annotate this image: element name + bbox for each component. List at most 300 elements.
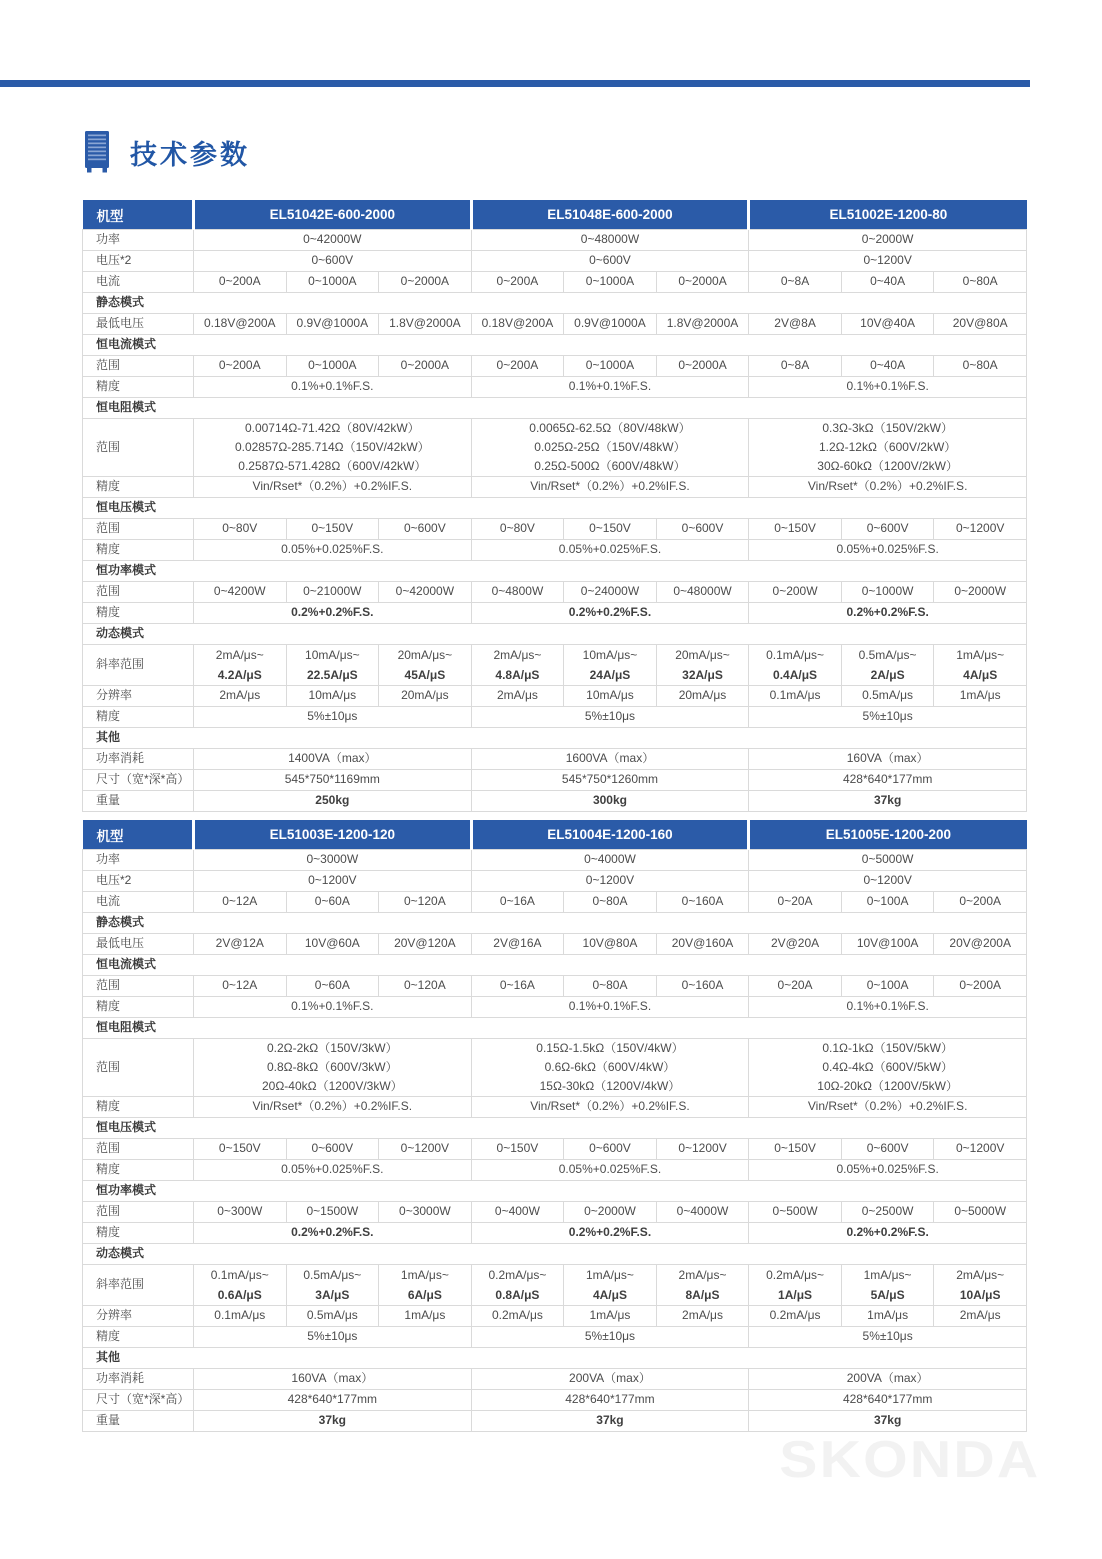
spec-value: 0.2%+0.2%F.S. — [749, 1223, 1027, 1244]
spec-value: 0~2000W — [749, 230, 1027, 251]
spec-value: 1mA/μs — [841, 1306, 934, 1327]
spec-value: 0.18V@200A — [194, 314, 287, 335]
spec-value: 0~60A — [286, 892, 379, 913]
spec-value: 0.1%+0.1%F.S. — [194, 997, 472, 1018]
section-row-label: 恒电流模式 — [83, 955, 1027, 976]
model-header-label: 机型 — [83, 820, 194, 850]
spec-value: 10V@40A — [841, 314, 934, 335]
slew-rate-min: 10mA/μs~ — [582, 648, 638, 662]
spec-value: 0~3000W — [194, 850, 472, 871]
top-divider-bar — [0, 80, 1030, 87]
spec-value: 0~80V — [194, 519, 287, 540]
spec-value: 0.2mA/μs — [749, 1306, 842, 1327]
slew-rate-value — [194, 1265, 287, 1306]
spec-value: 0~5000W — [934, 1202, 1027, 1223]
row-label: 范围 — [83, 976, 194, 997]
row-label: 功率消耗 — [83, 1369, 194, 1390]
slew-rate-min: 2mA/μs~ — [678, 1268, 727, 1282]
slew-rate-min: 2mA/μs~ — [956, 1268, 1005, 1282]
spec-value: 0.1%+0.1%F.S. — [471, 377, 749, 398]
spec-value: 10mA/μs — [564, 686, 657, 707]
section-row-label: 动态模式 — [83, 624, 1027, 645]
spec-value: 0.5mA/μs — [286, 1306, 379, 1327]
spec-value: 0~1200V — [934, 519, 1027, 540]
slew-rate-min: 0.1mA/μs~ — [766, 648, 825, 662]
spec-value: 545*750*1260mm — [471, 770, 749, 791]
spec-value-line: 0.1Ω-1kΩ（150V/5kW） — [822, 1041, 953, 1055]
row-label: 范围 — [83, 519, 194, 540]
brand-watermark: SKONDA — [778, 1431, 1040, 1489]
spec-value: 0~4800W — [471, 582, 564, 603]
row-label: 电压*2 — [83, 251, 194, 272]
slew-rate-min: 0.1mA/μs~ — [210, 1268, 269, 1282]
row-label: 范围 — [83, 356, 194, 377]
row-label: 斜率范围 — [83, 1265, 194, 1306]
spec-value: 0~150V — [471, 1139, 564, 1160]
slew-rate-max: 0.6A/μS — [217, 1288, 262, 1302]
spec-value: 0~16A — [471, 892, 564, 913]
spec-value: 0.5mA/μs — [841, 686, 934, 707]
section-row-label: 其他 — [83, 1348, 1027, 1369]
spec-value: 0.05%+0.025%F.S. — [471, 540, 749, 561]
spec-value: 0~600V — [656, 519, 749, 540]
spec-value: 37kg — [749, 791, 1027, 812]
spec-value: 0~1000W — [841, 582, 934, 603]
spec-value-line: 0.0065Ω-62.5Ω（80V/48kW） — [529, 421, 691, 435]
spec-value: 0.2%+0.2%F.S. — [194, 603, 472, 624]
spec-value-line: 15Ω-30kΩ（1200V/4kW） — [539, 1079, 681, 1093]
section-row-label: 恒功率模式 — [83, 1181, 1027, 1202]
spec-value: 2mA/μs — [656, 1306, 749, 1327]
row-label: 精度 — [83, 997, 194, 1018]
slew-rate-min: 0.5mA/μs~ — [303, 1268, 362, 1282]
spec-value-multiline — [749, 419, 1027, 477]
spec-value: 0.1%+0.1%F.S. — [471, 997, 749, 1018]
slew-rate-min: 0.2mA/μs~ — [488, 1268, 547, 1282]
spec-value: 0~20A — [749, 976, 842, 997]
spec-value: 1mA/μs — [379, 1306, 472, 1327]
spec-value: 428*640*177mm — [749, 770, 1027, 791]
spec-value: 0~2000W — [564, 1202, 657, 1223]
spec-value: 0~80A — [934, 356, 1027, 377]
spec-value: 0~600V — [564, 1139, 657, 1160]
slew-rate-max: 24A/μS — [589, 668, 631, 682]
spec-value: 1mA/μs — [934, 686, 1027, 707]
slew-rate-max: 4.2A/μS — [217, 668, 262, 682]
spec-value: 0~100A — [841, 976, 934, 997]
section-row-label: 恒电压模式 — [83, 498, 1027, 519]
row-label: 精度 — [83, 1160, 194, 1181]
section-row-label: 静态模式 — [83, 293, 1027, 314]
page-title: 技术参数 — [130, 139, 250, 170]
section-row-label: 恒电流模式 — [83, 335, 1027, 356]
slew-rate-max: 32A/μS — [682, 668, 723, 682]
spec-value-multiline — [749, 1039, 1027, 1097]
slew-rate-max: 4A/μS — [963, 668, 998, 682]
slew-rate-max: 0.8A/μS — [495, 1288, 540, 1302]
slew-rate-value — [749, 1265, 842, 1306]
slew-rate-min: 20mA/μs~ — [397, 648, 453, 662]
spec-value: Vin/Rset*（0.2%）+0.2%IF.S. — [471, 477, 749, 498]
spec-value: 0~2500W — [841, 1202, 934, 1223]
spec-value: 200VA（max） — [749, 1369, 1027, 1390]
spec-value: 1.8V@2000A — [656, 314, 749, 335]
slew-rate-min: 2mA/μs~ — [215, 648, 264, 662]
spec-value-line: 0.025Ω-25Ω（150V/48kW） — [534, 440, 686, 454]
spec-value: 37kg — [471, 1411, 749, 1432]
row-label: 精度 — [83, 477, 194, 498]
spec-value: 0~600V — [841, 1139, 934, 1160]
slew-rate-value — [286, 645, 379, 686]
spec-value: 0~200A — [471, 356, 564, 377]
spec-value: Vin/Rset*（0.2%）+0.2%IF.S. — [471, 1097, 749, 1118]
slew-rate-min: 1mA/μs~ — [585, 1268, 634, 1282]
spec-value: 0~21000W — [286, 582, 379, 603]
spec-value: 0~20A — [749, 892, 842, 913]
spec-value-multiline — [471, 419, 749, 477]
row-label: 尺寸（宽*深*高） — [83, 1390, 194, 1411]
spec-value: 0~16A — [471, 976, 564, 997]
spec-value-line: 0.6Ω-6kΩ（600V/4kW） — [544, 1060, 676, 1074]
spec-value: 0~600V — [194, 251, 472, 272]
row-label: 范围 — [83, 1202, 194, 1223]
spec-value-line: 0.3Ω-3kΩ（150V/2kW） — [822, 421, 953, 435]
spec-value: 0~12A — [194, 976, 287, 997]
slew-rate-value — [564, 645, 657, 686]
slew-rate-max: 8A/μS — [685, 1288, 720, 1302]
row-label: 最低电压 — [83, 314, 194, 335]
row-label: 功率 — [83, 230, 194, 251]
spec-value: 0~4000W — [656, 1202, 749, 1223]
slew-rate-max: 1A/μS — [778, 1288, 813, 1302]
spec-value-line: 0.2587Ω-571.428Ω（600V/42kW） — [238, 459, 427, 473]
spec-value: 20V@80A — [934, 314, 1027, 335]
spec-value-line: 1.2Ω-12kΩ（600V/2kW） — [818, 440, 957, 454]
spec-value: 2mA/μs — [934, 1306, 1027, 1327]
spec-value: 0~100A — [841, 892, 934, 913]
slew-rate-value — [934, 645, 1027, 686]
spec-value: 200VA（max） — [471, 1369, 749, 1390]
model-column-header: EL51048E-600-2000 — [471, 200, 749, 230]
spec-value: 0.18V@200A — [471, 314, 564, 335]
spec-value: 0~600V — [286, 1139, 379, 1160]
section-row-label: 恒电阻模式 — [83, 398, 1027, 419]
spec-value: 0~400W — [471, 1202, 564, 1223]
spec-table — [82, 200, 1027, 812]
spec-value-line: 0.15Ω-1.5kΩ（150V/4kW） — [536, 1041, 684, 1055]
spec-value: 0~120A — [379, 976, 472, 997]
model-column-header: EL51002E-1200-80 — [749, 200, 1027, 230]
spec-value: 37kg — [194, 1411, 472, 1432]
model-column-header: EL51005E-1200-200 — [749, 820, 1027, 850]
spec-value: 0~80A — [564, 976, 657, 997]
spec-value: 0~1200V — [749, 251, 1027, 272]
row-label: 精度 — [83, 1327, 194, 1348]
slew-rate-value — [749, 645, 842, 686]
row-label: 范围 — [83, 1039, 194, 1097]
slew-rate-value — [471, 1265, 564, 1306]
spec-value: 300kg — [471, 791, 749, 812]
spec-value: 0.05%+0.025%F.S. — [471, 1160, 749, 1181]
section-row-label: 恒功率模式 — [83, 561, 1027, 582]
row-label: 精度 — [83, 540, 194, 561]
spec-value: 0~5000W — [749, 850, 1027, 871]
spec-value: 0.1mA/μs — [194, 1306, 287, 1327]
slew-rate-value — [841, 645, 934, 686]
spec-value: 0~150V — [194, 1139, 287, 1160]
spec-value: 10mA/μs — [286, 686, 379, 707]
spec-value: 0~600V — [379, 519, 472, 540]
row-label: 精度 — [83, 377, 194, 398]
slew-rate-value — [194, 645, 287, 686]
spec-value: 10V@60A — [286, 934, 379, 955]
spec-value: 0~42000W — [379, 582, 472, 603]
spec-value: 0~120A — [379, 892, 472, 913]
row-label: 功率 — [83, 850, 194, 871]
spec-value: 1.8V@2000A — [379, 314, 472, 335]
spec-value-line: 30Ω-60kΩ（1200V/2kW） — [817, 459, 958, 473]
spec-value-line: 10Ω-20kΩ（1200V/5kW） — [817, 1079, 958, 1093]
row-label: 尺寸（宽*深*高） — [83, 770, 194, 791]
spec-value: 0~80V — [471, 519, 564, 540]
spec-value: 5%±10μs — [194, 707, 472, 728]
slew-rate-value — [564, 1265, 657, 1306]
spec-value: 0~60A — [286, 976, 379, 997]
spec-value: 2V@16A — [471, 934, 564, 955]
spec-value: 0~80A — [564, 892, 657, 913]
spec-value: 20mA/μs — [379, 686, 472, 707]
slew-rate-min: 10mA/μs~ — [305, 648, 360, 662]
spec-value: 0.05%+0.025%F.S. — [194, 1160, 472, 1181]
spec-value: 0~48000W — [471, 230, 749, 251]
section-row-label: 恒电阻模式 — [83, 1018, 1027, 1039]
spec-value: 2mA/μs — [471, 686, 564, 707]
spec-value: 0.9V@1000A — [564, 314, 657, 335]
spec-value: 0~500W — [749, 1202, 842, 1223]
spec-value: 0~1000A — [286, 356, 379, 377]
slew-rate-max: 4A/μS — [592, 1288, 627, 1302]
spec-value: 0~160A — [656, 976, 749, 997]
spec-value: 2V@8A — [749, 314, 842, 335]
row-label: 重量 — [83, 1411, 194, 1432]
row-label: 分辨率 — [83, 686, 194, 707]
slew-rate-min: 1mA/μs~ — [400, 1268, 449, 1282]
slew-rate-value — [934, 1265, 1027, 1306]
slew-rate-min: 2mA/μs~ — [493, 648, 542, 662]
spec-value: 545*750*1169mm — [194, 770, 472, 791]
spec-value: 1400VA（max） — [194, 749, 472, 770]
spec-value: 0~8A — [749, 356, 842, 377]
slew-rate-max: 2A/μS — [870, 668, 905, 682]
spec-value: 0.2%+0.2%F.S. — [471, 603, 749, 624]
spec-value: 0~1200V — [194, 871, 472, 892]
slew-rate-max: 3A/μS — [315, 1288, 350, 1302]
spec-value-multiline — [194, 1039, 472, 1097]
slew-rate-value — [379, 1265, 472, 1306]
row-label: 精度 — [83, 1223, 194, 1244]
spec-value: 0.2%+0.2%F.S. — [194, 1223, 472, 1244]
slew-rate-min: 0.2mA/μs~ — [766, 1268, 825, 1282]
spec-value: 0~1000A — [286, 272, 379, 293]
spec-value-multiline — [194, 419, 472, 477]
section-row-label: 恒电压模式 — [83, 1118, 1027, 1139]
row-label: 精度 — [83, 707, 194, 728]
slew-rate-max: 6A/μS — [407, 1288, 442, 1302]
spec-value: 0.1%+0.1%F.S. — [749, 377, 1027, 398]
row-label: 精度 — [83, 603, 194, 624]
instrument-cabinet-icon — [84, 131, 110, 173]
spec-value: 0~1200V — [934, 1139, 1027, 1160]
spec-value: Vin/Rset*（0.2%）+0.2%IF.S. — [194, 477, 472, 498]
spec-value: 428*640*177mm — [749, 1390, 1027, 1411]
spec-value: 5%±10μs — [471, 1327, 749, 1348]
spec-value: 0.05%+0.025%F.S. — [194, 540, 472, 561]
spec-value: 20V@120A — [379, 934, 472, 955]
row-label: 功率消耗 — [83, 749, 194, 770]
spec-value: 20V@160A — [656, 934, 749, 955]
model-column-header: EL51042E-600-2000 — [194, 200, 472, 230]
spec-value: 0.2%+0.2%F.S. — [471, 1223, 749, 1244]
spec-value: 0~150V — [749, 519, 842, 540]
spec-value: 2V@20A — [749, 934, 842, 955]
spec-value: 2V@12A — [194, 934, 287, 955]
spec-value: 1mA/μs — [564, 1306, 657, 1327]
spec-value: 0~24000W — [564, 582, 657, 603]
section-row-label: 其他 — [83, 728, 1027, 749]
row-label: 最低电压 — [83, 934, 194, 955]
spec-value: 0~200A — [194, 272, 287, 293]
row-label: 分辨率 — [83, 1306, 194, 1327]
spec-value: Vin/Rset*（0.2%）+0.2%IF.S. — [749, 1097, 1027, 1118]
spec-value: 0~200A — [471, 272, 564, 293]
spec-value-line: 0.8Ω-8kΩ（600V/3kW） — [266, 1060, 398, 1074]
spec-value-line: 0.4Ω-4kΩ（600V/5kW） — [822, 1060, 953, 1074]
model-column-header: EL51003E-1200-120 — [194, 820, 472, 850]
spec-value-multiline — [471, 1039, 749, 1097]
spec-value: 0.2mA/μs — [471, 1306, 564, 1327]
spec-value: 0~40A — [841, 356, 934, 377]
spec-table-2 — [82, 820, 1027, 1432]
spec-value: 0~2000A — [379, 356, 472, 377]
slew-rate-max: 22.5A/μS — [306, 668, 358, 682]
slew-rate-value — [656, 645, 749, 686]
spec-value: 428*640*177mm — [194, 1390, 472, 1411]
spec-table — [82, 820, 1027, 1432]
slew-rate-max: 10A/μS — [959, 1288, 1001, 1302]
spec-value: 250kg — [194, 791, 472, 812]
spec-value: 10V@80A — [564, 934, 657, 955]
spec-value: 0.05%+0.025%F.S. — [749, 540, 1027, 561]
row-label: 电压*2 — [83, 871, 194, 892]
spec-value: 0.9V@1000A — [286, 314, 379, 335]
spec-value-line: 0.25Ω-500Ω（600V/48kW） — [534, 459, 686, 473]
spec-value: 0.1%+0.1%F.S. — [194, 377, 472, 398]
spec-value: 0~40A — [841, 272, 934, 293]
section-row-label: 静态模式 — [83, 913, 1027, 934]
row-label: 电流 — [83, 892, 194, 913]
spec-value: 0~150V — [286, 519, 379, 540]
spec-value: 0~80A — [934, 272, 1027, 293]
spec-value: 428*640*177mm — [471, 1390, 749, 1411]
spec-value: 0~1500W — [286, 1202, 379, 1223]
section-row-label: 动态模式 — [83, 1244, 1027, 1265]
spec-value: 20mA/μs — [656, 686, 749, 707]
spec-value: 0~1200V — [379, 1139, 472, 1160]
spec-value: 0~160A — [656, 892, 749, 913]
spec-value: 0~3000W — [379, 1202, 472, 1223]
spec-value: 20V@200A — [934, 934, 1027, 955]
slew-rate-value — [286, 1265, 379, 1306]
slew-rate-min: 1mA/μs~ — [956, 648, 1005, 662]
spec-value: 37kg — [749, 1411, 1027, 1432]
spec-value: 0~300W — [194, 1202, 287, 1223]
spec-value: 0~1000A — [564, 272, 657, 293]
row-label: 范围 — [83, 419, 194, 477]
spec-value: 0~12A — [194, 892, 287, 913]
slew-rate-max: 5A/μS — [870, 1288, 905, 1302]
spec-value: 0.05%+0.025%F.S. — [749, 1160, 1027, 1181]
slew-rate-value — [471, 645, 564, 686]
slew-rate-value — [841, 1265, 934, 1306]
spec-value: 5%±10μs — [749, 707, 1027, 728]
spec-value: 0~1200V — [749, 871, 1027, 892]
spec-value: 0.1%+0.1%F.S. — [749, 997, 1027, 1018]
spec-value: 0~200A — [934, 892, 1027, 913]
slew-rate-min: 0.5mA/μs~ — [858, 648, 917, 662]
spec-value-line: 20Ω-40kΩ（1200V/3kW） — [261, 1079, 403, 1093]
row-label: 斜率范围 — [83, 645, 194, 686]
slew-rate-min: 1mA/μs~ — [863, 1268, 912, 1282]
spec-value: 0~200A — [194, 356, 287, 377]
spec-value: 0.2%+0.2%F.S. — [749, 603, 1027, 624]
spec-value: 160VA（max） — [194, 1369, 472, 1390]
spec-value: Vin/Rset*（0.2%）+0.2%IF.S. — [749, 477, 1027, 498]
spec-value: 0~2000A — [656, 356, 749, 377]
spec-value: 0~150V — [749, 1139, 842, 1160]
row-label: 电流 — [83, 272, 194, 293]
model-header-label: 机型 — [83, 200, 194, 230]
spec-value: 1600VA（max） — [471, 749, 749, 770]
spec-value: 0.1mA/μs — [749, 686, 842, 707]
spec-value: 160VA（max） — [749, 749, 1027, 770]
row-label: 精度 — [83, 1097, 194, 1118]
spec-value: 0~48000W — [656, 582, 749, 603]
spec-value: 0~1200V — [471, 871, 749, 892]
spec-value: 5%±10μs — [194, 1327, 472, 1348]
spec-value: 5%±10μs — [471, 707, 749, 728]
slew-rate-value — [656, 1265, 749, 1306]
spec-value: 0~1200V — [656, 1139, 749, 1160]
spec-value: 0~2000W — [934, 582, 1027, 603]
spec-value: 0~1000A — [564, 356, 657, 377]
spec-value: 2mA/μs — [194, 686, 287, 707]
spec-value: Vin/Rset*（0.2%）+0.2%IF.S. — [194, 1097, 472, 1118]
row-label: 重量 — [83, 791, 194, 812]
row-label: 范围 — [83, 1139, 194, 1160]
spec-value-line: 0.2Ω-2kΩ（150V/3kW） — [266, 1041, 398, 1055]
spec-table-1 — [82, 200, 1027, 812]
slew-rate-max: 45A/μS — [404, 668, 446, 682]
spec-value: 0~600V — [471, 251, 749, 272]
model-column-header: EL51004E-1200-160 — [471, 820, 749, 850]
spec-value-line: 0.02857Ω-285.714Ω（150V/42kW） — [234, 440, 430, 454]
section-title — [84, 131, 250, 173]
spec-value: 0~150V — [564, 519, 657, 540]
spec-value: 5%±10μs — [749, 1327, 1027, 1348]
spec-value: 10V@100A — [841, 934, 934, 955]
slew-rate-value — [379, 645, 472, 686]
spec-value: 0~8A — [749, 272, 842, 293]
